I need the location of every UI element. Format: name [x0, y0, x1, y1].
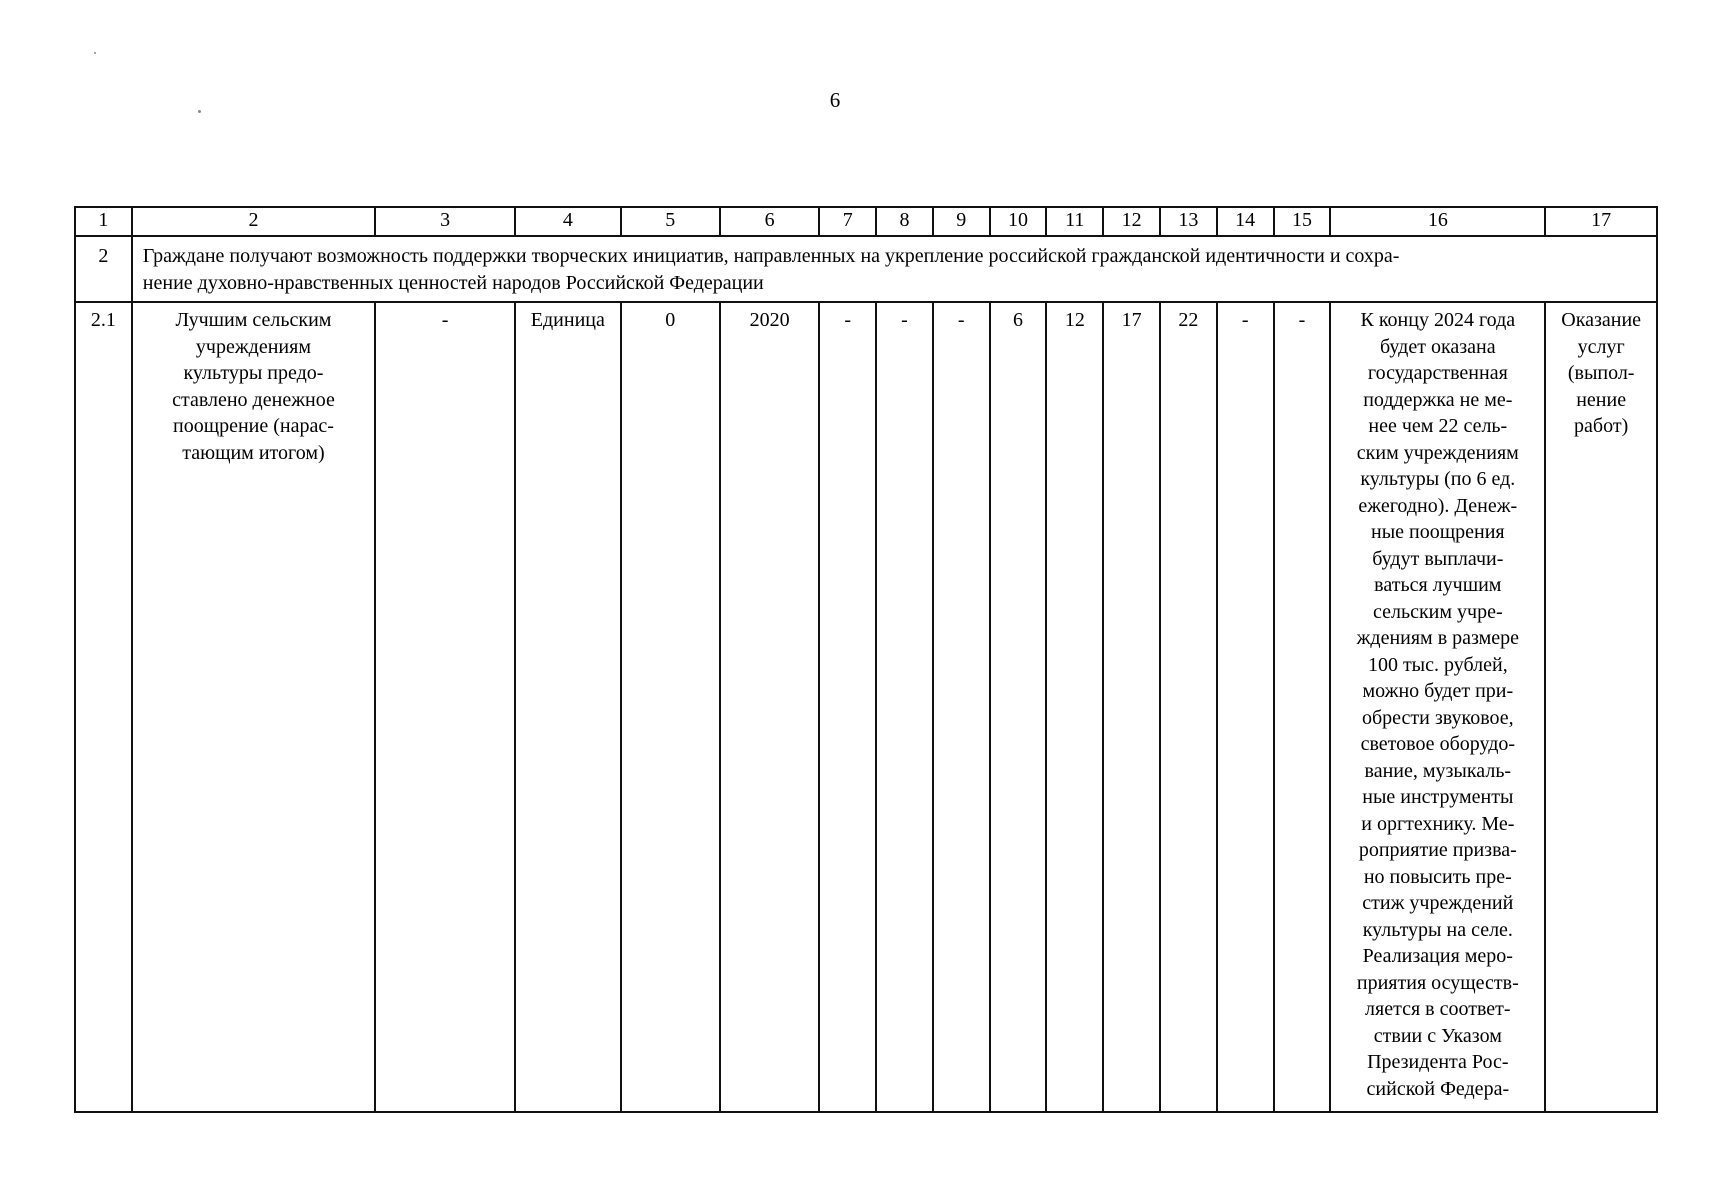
- scan-speck: [198, 110, 201, 113]
- table-row: [75, 302, 1657, 1112]
- table-cell: -: [1217, 302, 1274, 1112]
- table-cell: 6: [990, 302, 1047, 1112]
- column-header: 17: [1545, 207, 1657, 236]
- column-header: 13: [1160, 207, 1217, 236]
- result-type-cell: Оказание услуг (выпол- нение работ): [1545, 302, 1657, 1112]
- column-header: 6: [720, 207, 819, 236]
- column-header: 12: [1103, 207, 1160, 236]
- column-header: 10: [990, 207, 1047, 236]
- base-value-cell: 0: [621, 302, 720, 1112]
- column-header: 4: [515, 207, 620, 236]
- column-header: 1: [75, 207, 132, 236]
- column-header: 3: [375, 207, 515, 236]
- row-number: 2.1: [75, 302, 132, 1112]
- table-cell: -: [375, 302, 515, 1112]
- table-cell: -: [876, 302, 933, 1112]
- indicator-name: Лучшим сельским учреждениям культуры предо- ставлено денежное поощрение (нарас- тающим итогом): [132, 302, 375, 1112]
- section-title: Граждане получают возможность поддержки творческих инициатив, направленных на укрепление российской гражданской идентичности и сохра- нение духовно-нравственных ценностей народов Российской Федерации: [132, 236, 1657, 302]
- section-row: [75, 236, 1657, 302]
- column-header: 9: [933, 207, 990, 236]
- table-cell: -: [1274, 302, 1331, 1112]
- column-header: 2: [132, 207, 375, 236]
- scan-speck: [94, 52, 96, 54]
- table-cell: -: [933, 302, 990, 1112]
- column-header: 16: [1330, 207, 1545, 236]
- table-cell: 17: [1103, 302, 1160, 1112]
- column-header: 7: [819, 207, 876, 236]
- description-cell: К концу 2024 года будет оказана государственная поддержка не ме- нее чем 22 сель- ским учреждениям культуры (по 6 ед. ежегодно). Денеж- ные поощрения будут выплачи- ваться лучшим сельским учре- ждениям в размере 100 тыс. рублей, можно будет при- обрести звуковое, световое оборудо- вание, музыкаль- ные инструменты и оргтехнику. Ме- роприятие призва- но повысить пре- стиж учреждений культуры на селе. Реализация меро- приятия осуществ- ляется в соответ- ствии с Указом Президента Рос- сийской Федера-: [1330, 302, 1545, 1112]
- unit-cell: Единица: [515, 302, 620, 1112]
- column-number-row: [75, 207, 1657, 236]
- section-number: 2: [75, 236, 132, 302]
- table-cell: -: [819, 302, 876, 1112]
- table-cell: 22: [1160, 302, 1217, 1112]
- column-header: 8: [876, 207, 933, 236]
- column-header: 15: [1274, 207, 1331, 236]
- table-cell: 12: [1046, 302, 1103, 1112]
- column-header: 14: [1217, 207, 1274, 236]
- base-year-cell: 2020: [720, 302, 819, 1112]
- column-header: 5: [621, 207, 720, 236]
- indicators-table: [74, 206, 1658, 1113]
- column-header: 11: [1046, 207, 1103, 236]
- page-number: 6: [829, 88, 841, 112]
